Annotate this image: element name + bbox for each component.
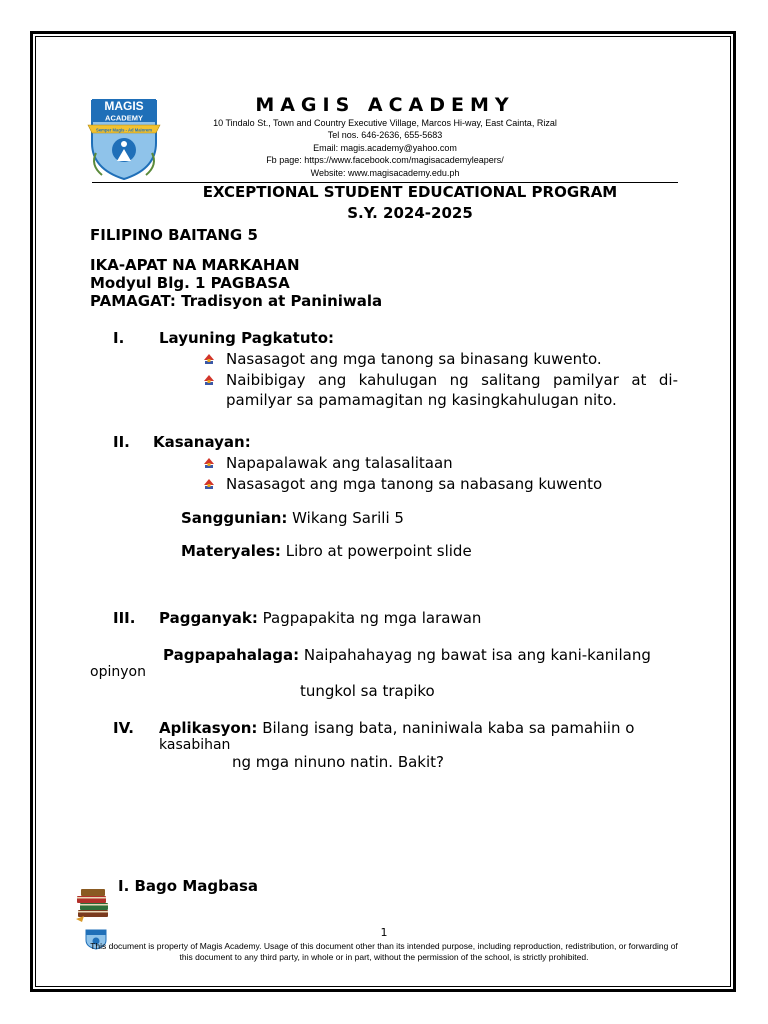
section-2-number: II.	[113, 433, 130, 451]
quarter: IKA-APAT NA MARKAHAN	[90, 256, 300, 274]
values-label: Pagpapahalaga:	[163, 646, 300, 664]
objective-item: Nasasagot ang mga tanong sa binasang kuwento.	[226, 350, 602, 368]
section-1-title: Layuning Pagkatuto:	[159, 329, 335, 347]
school-tel: Tel nos. 646-2636, 655-5683	[327, 130, 443, 140]
books-icon	[72, 880, 114, 924]
school-name: MAGIS ACADEMY	[255, 94, 515, 116]
footer-notice: This document is property of Magis Academy. Usage of this document other than its intended purpose, including reproduction, redistribution, or forwarding of this document to any third party, in whole or in part, without the permission of the school, is strictly prohibited.	[90, 941, 678, 962]
logo-text-top: MAGIS	[104, 99, 144, 113]
section-1-number: I.	[113, 329, 125, 347]
arrow-bullet-icon	[204, 354, 214, 364]
values-value: Naipahahayag ng bawat isa ang kani-kanilang	[303, 646, 651, 664]
motivation-value: Pagpapakita ng mga larawan	[262, 609, 482, 627]
program-title: EXCEPTIONAL STUDENT EDUCATIONAL PROGRAM	[202, 183, 618, 201]
values-value-cont: tungkol sa trapiko	[300, 682, 435, 700]
application-value-cont: ng mga ninuno natin. Bakit?	[232, 753, 444, 771]
values-value-cont: opinyon	[90, 664, 146, 680]
application-value: Bilang isang bata, naniniwala kaba sa pamahiin o	[262, 719, 635, 737]
logo-banner: Semper Magis - Ad Maiorem	[96, 127, 152, 133]
section-3-number: III.	[113, 609, 136, 627]
section-2-title: Kasanayan:	[153, 433, 251, 451]
motivation-label: Pagganyak:	[159, 609, 258, 627]
arrow-bullet-icon	[204, 479, 214, 489]
objective-item: Naibibigay ang kahulugan ng salitang pamilyar at di-pamilyar sa pamamagitan ng kasingkahulugan nito.	[226, 371, 678, 409]
arrow-bullet-icon	[204, 375, 214, 385]
materials-value: Libro at powerpoint slide	[285, 542, 472, 560]
materials-line	[181, 541, 472, 561]
school-year: S.Y. 2024-2025	[347, 204, 473, 222]
section-4-number: IV.	[113, 719, 134, 737]
school-email: Email: magis.academy@yahoo.com	[313, 143, 457, 153]
arrow-bullet-icon	[204, 458, 214, 468]
logo-text-mid: ACADEMY	[105, 113, 143, 123]
values-line	[163, 645, 651, 665]
subject-grade: FILIPINO BAITANG 5	[90, 226, 258, 244]
motivation-line	[159, 608, 481, 628]
school-logo	[86, 95, 162, 183]
school-website: Website: www.magisacademy.edu.ph	[310, 168, 460, 178]
page-number: 1	[380, 926, 388, 939]
reference-label: Sanggunian:	[181, 509, 288, 527]
before-reading-heading: I. Bago Magbasa	[118, 877, 259, 895]
reference-line	[181, 508, 404, 528]
application-value-cont: kasabihan	[159, 737, 231, 753]
module-number: Modyul Blg. 1 PAGBASA	[90, 274, 290, 292]
lesson-title: PAMAGAT: Tradisyon at Paniniwala	[90, 292, 383, 310]
skill-item: Nasasagot ang mga tanong sa nabasang kuwento	[226, 475, 603, 493]
reference-value: Wikang Sarili 5	[292, 509, 404, 527]
application-label: Aplikasyon:	[159, 719, 258, 737]
school-fb-page: Fb page: https://www.facebook.com/magisacademyleapers/	[266, 155, 504, 165]
school-address: 10 Tindalo St., Town and Country Executive Village, Marcos Hi-way, East Cainta, Rizal	[213, 118, 557, 128]
materials-label: Materyales:	[181, 542, 281, 560]
skill-item: Napapalawak ang talasalitaan	[226, 454, 453, 472]
